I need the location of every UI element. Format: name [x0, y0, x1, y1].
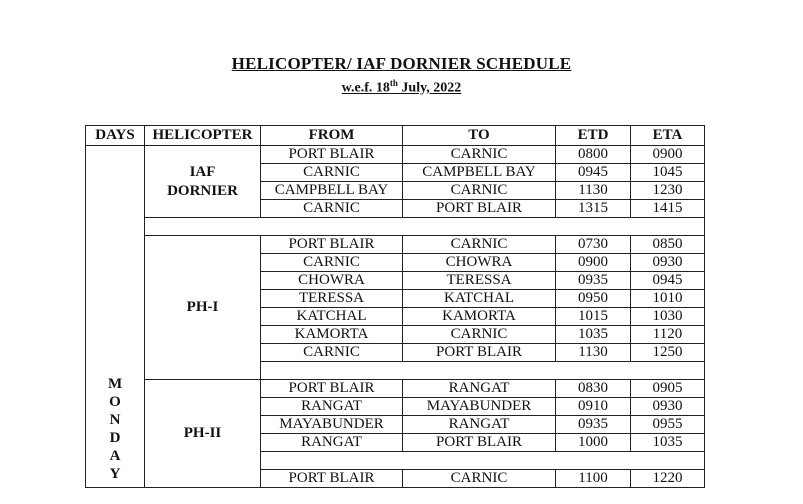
- etd-cell: 0935: [556, 416, 631, 434]
- to-cell: MAYABUNDER: [403, 398, 556, 416]
- effective-date-suffix: July, 2022: [397, 80, 462, 96]
- from-cell: RANGAT: [261, 398, 403, 416]
- col-header-eta: ETA: [631, 126, 705, 146]
- to-cell: KAMORTA: [403, 308, 556, 326]
- etd-cell: 0945: [556, 164, 631, 182]
- from-cell: CHOWRA: [261, 272, 403, 290]
- eta-cell: 0945: [631, 272, 705, 290]
- eta-cell: 0930: [631, 398, 705, 416]
- from-cell: PORT BLAIR: [261, 380, 403, 398]
- eta-cell: 1035: [631, 434, 705, 452]
- helicopter-cell-dornier: [145, 146, 261, 218]
- eta-cell: 1045: [631, 164, 705, 182]
- spacer-cell: [261, 362, 705, 380]
- from-cell: CARNIC: [261, 164, 403, 182]
- table-row: [86, 146, 705, 164]
- eta-cell: 0850: [631, 236, 705, 254]
- to-cell: CARNIC: [403, 146, 556, 164]
- dornier-name-line1: IAF: [189, 163, 216, 180]
- etd-cell: 0800: [556, 146, 631, 164]
- eta-cell: 0930: [631, 254, 705, 272]
- etd-cell: 1000: [556, 434, 631, 452]
- eta-cell: 1120: [631, 326, 705, 344]
- to-cell: TERESSA: [403, 272, 556, 290]
- from-cell: CAMPBELL BAY: [261, 182, 403, 200]
- from-cell: PORT BLAIR: [261, 470, 403, 488]
- from-cell: RANGAT: [261, 434, 403, 452]
- to-cell: CARNIC: [403, 326, 556, 344]
- to-cell: PORT BLAIR: [403, 344, 556, 362]
- col-header-to: TO: [403, 126, 556, 146]
- from-cell: MAYABUNDER: [261, 416, 403, 434]
- table-row: [86, 236, 705, 254]
- etd-cell: 1130: [556, 344, 631, 362]
- col-header-etd: ETD: [556, 126, 631, 146]
- etd-cell: 0910: [556, 398, 631, 416]
- etd-cell: 1315: [556, 200, 631, 218]
- to-cell: RANGAT: [403, 380, 556, 398]
- table-row: [86, 380, 705, 398]
- dornier-name-line2: DORNIER: [167, 182, 238, 199]
- to-cell: PORT BLAIR: [403, 200, 556, 218]
- schedule-effective-date: [0, 78, 803, 97]
- to-cell: CAMPBELL BAY: [403, 164, 556, 182]
- eta-cell: 1250: [631, 344, 705, 362]
- etd-cell: 0830: [556, 380, 631, 398]
- from-cell: PORT BLAIR: [261, 146, 403, 164]
- effective-date-ordinal: th: [389, 78, 398, 88]
- from-cell: PORT BLAIR: [261, 236, 403, 254]
- to-cell: PORT BLAIR: [403, 434, 556, 452]
- to-cell: KATCHAL: [403, 290, 556, 308]
- to-cell: RANGAT: [403, 416, 556, 434]
- helicopter-cell-ph2: PH-II: [145, 380, 261, 488]
- eta-cell: 0900: [631, 146, 705, 164]
- eta-cell: 1030: [631, 308, 705, 326]
- helicopter-cell-ph1: PH-I: [145, 236, 261, 380]
- etd-cell: 1100: [556, 470, 631, 488]
- from-cell: TERESSA: [261, 290, 403, 308]
- from-cell: CARNIC: [261, 344, 403, 362]
- to-cell: CARNIC: [403, 470, 556, 488]
- col-header-helicopter: HELICOPTER: [145, 126, 261, 146]
- col-header-days: DAYS: [86, 126, 145, 146]
- eta-cell: 0955: [631, 416, 705, 434]
- col-header-from: FROM: [261, 126, 403, 146]
- to-cell: CHOWRA: [403, 254, 556, 272]
- to-cell: CARNIC: [403, 236, 556, 254]
- from-cell: CARNIC: [261, 254, 403, 272]
- eta-cell: 1415: [631, 200, 705, 218]
- spacer-cell: [145, 218, 705, 236]
- etd-cell: 0900: [556, 254, 631, 272]
- day-cell: [86, 146, 145, 488]
- spacer-row: [86, 218, 705, 236]
- etd-cell: 1130: [556, 182, 631, 200]
- from-cell: CARNIC: [261, 200, 403, 218]
- etd-cell: 0935: [556, 272, 631, 290]
- etd-cell: 0950: [556, 290, 631, 308]
- spacer-cell: [261, 452, 705, 470]
- etd-cell: 0730: [556, 236, 631, 254]
- day-label: MONDAY: [108, 376, 123, 482]
- table-header-row: [86, 126, 705, 146]
- from-cell: KAMORTA: [261, 326, 403, 344]
- eta-cell: 1220: [631, 470, 705, 488]
- effective-date-prefix: w.e.f. 18: [341, 80, 390, 96]
- eta-cell: 0905: [631, 380, 705, 398]
- eta-cell: 1230: [631, 182, 705, 200]
- to-cell: CARNIC: [403, 182, 556, 200]
- schedule-title: HELICOPTER/ IAF DORNIER SCHEDULE: [231, 54, 572, 73]
- schedule-table: [85, 125, 705, 488]
- from-cell: KATCHAL: [261, 308, 403, 326]
- etd-cell: 1015: [556, 308, 631, 326]
- eta-cell: 1010: [631, 290, 705, 308]
- etd-cell: 1035: [556, 326, 631, 344]
